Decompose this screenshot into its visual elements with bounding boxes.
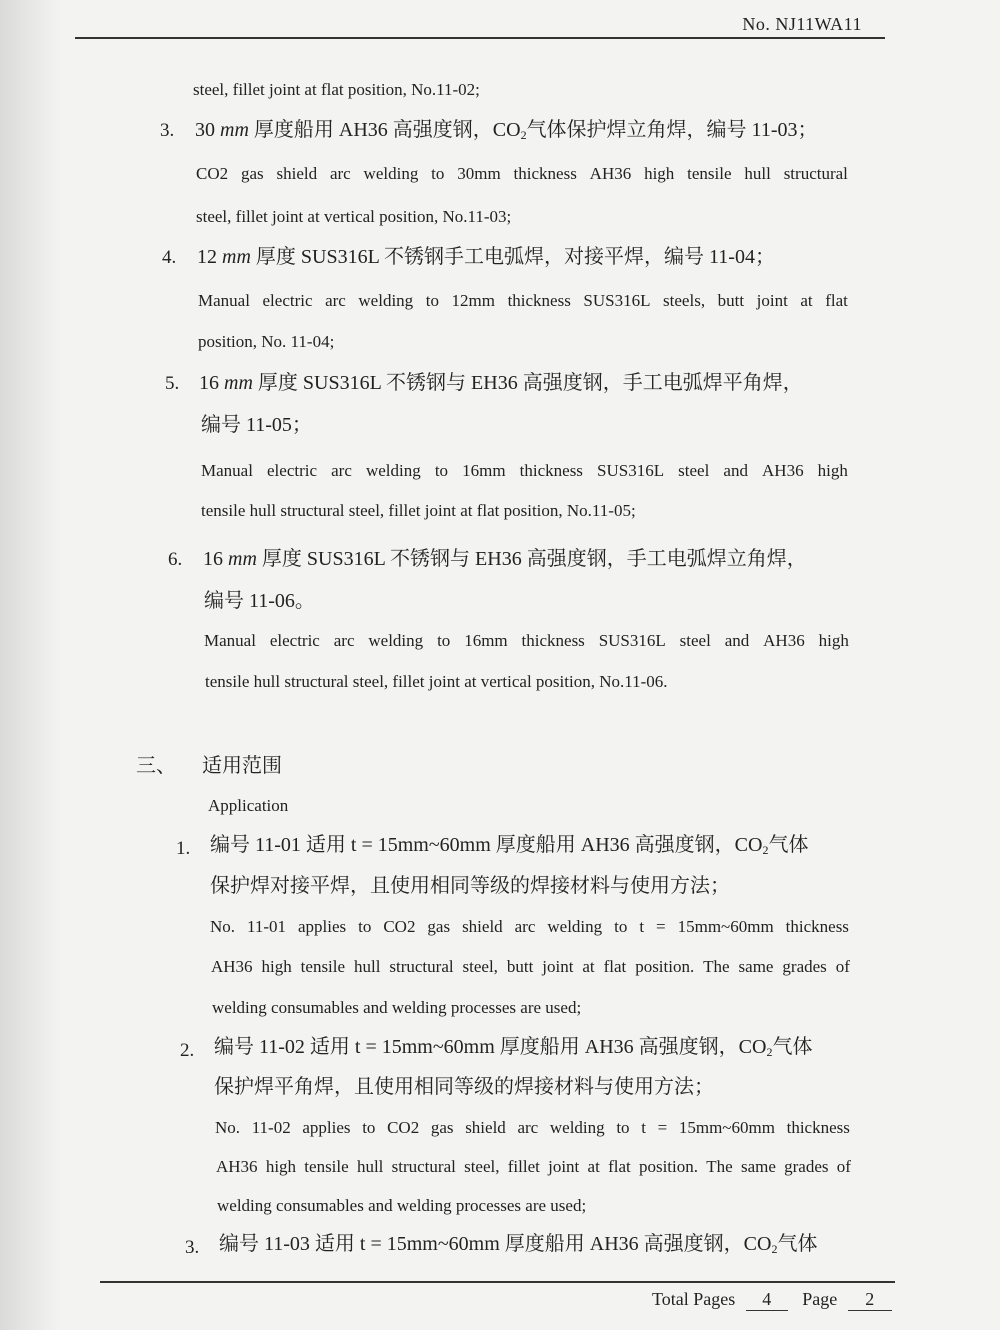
- item-english-line: tensile hull structural steel, fillet joint at flat position, No.11-05;: [201, 501, 636, 520]
- app-english-line: [215, 1119, 850, 1136]
- word: electric: [269, 631, 320, 650]
- word: grades: [784, 1157, 829, 1176]
- word: to: [437, 631, 451, 650]
- word: No.: [210, 917, 236, 936]
- item-english-line: [201, 462, 848, 479]
- word: joint: [548, 1157, 580, 1176]
- word: t: [641, 1118, 646, 1137]
- app-number: 1.: [176, 838, 191, 859]
- word: high: [817, 461, 848, 480]
- word: high: [818, 631, 849, 650]
- item-number: 3.: [160, 120, 175, 141]
- item-number: 5.: [165, 373, 180, 394]
- word: to: [362, 1118, 376, 1137]
- word: same: [740, 1157, 776, 1176]
- word: welding: [365, 461, 421, 480]
- word: joint: [756, 291, 788, 310]
- word: welding: [358, 291, 414, 310]
- item-english-line: steel, fillet joint at vertical position, No.11-03;: [196, 207, 512, 226]
- app-english-line: [210, 918, 849, 935]
- word: gas: [430, 1118, 454, 1137]
- page-footer: [652, 1289, 892, 1311]
- word: AH36: [762, 461, 804, 480]
- app-chinese-line2: 保护焊平角焊，且使用相同等级的焊接材料与使用方法；: [214, 1076, 714, 1098]
- item-chinese-line2: 编号 11-06。: [204, 590, 315, 612]
- word: AH36: [211, 957, 253, 976]
- word: thickness: [521, 631, 585, 650]
- item-chinese-line2: 编号 11-05；: [201, 414, 312, 436]
- word: arc: [329, 164, 351, 183]
- word: hull: [356, 1157, 384, 1176]
- app-english-line: welding consumables and welding processes are used;: [212, 998, 582, 1017]
- word: grades: [782, 957, 827, 976]
- word: thickness: [785, 917, 849, 936]
- word: high: [261, 957, 292, 976]
- word: butt: [506, 957, 534, 976]
- word: 12mm: [451, 291, 495, 310]
- app-number: 2.: [180, 1040, 195, 1061]
- word: flat: [825, 291, 848, 310]
- word: 11-01: [247, 917, 287, 936]
- item-chinese-text: 12 mm 厚度 SUS316L 不锈钢手工电弧焊，对接平焊，编号 11-04；: [197, 246, 775, 268]
- word: structural: [783, 164, 848, 183]
- word: butt: [717, 291, 745, 310]
- word: arc: [333, 631, 355, 650]
- word: Manual: [204, 631, 256, 650]
- word: to: [434, 461, 449, 480]
- word: 11-02: [251, 1118, 291, 1137]
- item-english-line: [204, 632, 849, 649]
- item-chinese-text: 16 mm 厚度 SUS316L 不锈钢与 EH36 高强度钢，手工电弧焊立角焊，: [203, 548, 807, 570]
- word: arc: [325, 291, 346, 310]
- word: steel,: [462, 957, 498, 976]
- word: to: [425, 291, 439, 310]
- word: welding: [549, 1118, 605, 1137]
- word: to: [431, 164, 445, 183]
- word: steels,: [663, 291, 706, 310]
- word: fillet: [507, 1157, 540, 1176]
- word: high: [265, 1157, 297, 1176]
- word: joint: [542, 957, 574, 976]
- word: 16mm: [462, 461, 506, 480]
- word: high: [644, 164, 675, 183]
- word: 16mm: [464, 631, 508, 650]
- word: steel: [679, 631, 711, 650]
- word: position.: [638, 1157, 699, 1176]
- section-title-cn: 适用范围: [202, 755, 282, 777]
- item-english-line: [196, 165, 848, 182]
- total-pages-label: Total Pages: [652, 1289, 736, 1309]
- word: applies: [298, 917, 347, 936]
- word: The: [706, 1157, 733, 1176]
- word: flat: [608, 1157, 631, 1176]
- word: arc: [517, 1118, 539, 1137]
- word: of: [836, 1157, 851, 1176]
- word: 15mm~60mm: [678, 1118, 775, 1137]
- word: CO2: [383, 917, 416, 936]
- word: shield: [276, 164, 318, 183]
- word: gas: [427, 917, 451, 936]
- word: =: [657, 1118, 668, 1137]
- word: =: [656, 917, 666, 936]
- word: 30mm: [457, 164, 501, 183]
- word: arc: [514, 917, 536, 936]
- word: electric: [262, 291, 313, 310]
- footer-rule: [100, 1281, 895, 1283]
- continuation-line: steel, fillet joint at flat position, No.11-02;: [193, 80, 480, 99]
- word: thickness: [786, 1118, 850, 1137]
- item-english-line: tensile hull structural steel, fillet joint at vertical position, No.11-06.: [205, 672, 668, 691]
- word: of: [835, 957, 850, 976]
- app-chinese-line1: 编号 11-01 适用 t = 15mm~60mm 厚度船用 AH36 高强度钢，$CO_2$气体: [210, 834, 809, 857]
- item-number: 6.: [168, 549, 183, 570]
- word: AH36: [763, 631, 805, 650]
- word: CO2: [387, 1118, 420, 1137]
- word: to: [616, 1118, 630, 1137]
- word: structural: [391, 1157, 456, 1176]
- app-chinese-line1: 编号 11-02 适用 t = 15mm~60mm 厚度船用 AH36 高强度钢，$CO_2$气体: [214, 1036, 813, 1059]
- word: CO2: [196, 164, 229, 183]
- word: position.: [635, 957, 695, 976]
- word: electric: [267, 461, 318, 480]
- word: structural: [389, 957, 454, 976]
- word: No.: [215, 1118, 241, 1137]
- word: at: [582, 957, 595, 976]
- word: thickness: [519, 461, 583, 480]
- page-label: Page: [802, 1289, 838, 1309]
- section-number: 三、: [136, 755, 176, 777]
- header-rule: [75, 37, 885, 39]
- word: hull: [354, 957, 381, 976]
- word: SUS316L: [583, 291, 651, 310]
- word: t: [639, 917, 645, 936]
- word: and: [723, 461, 748, 480]
- word: and: [724, 631, 750, 650]
- word: tensile: [300, 957, 346, 976]
- word: AH36: [216, 1157, 258, 1176]
- word: welding: [368, 631, 424, 650]
- word: 15mm~60mm: [677, 917, 774, 936]
- word: Manual: [201, 461, 253, 480]
- word: arc: [331, 461, 352, 480]
- word: SUS316L: [597, 461, 665, 480]
- word: SUS316L: [598, 631, 666, 650]
- page-shadow: [0, 0, 60, 1330]
- word: applies: [302, 1118, 351, 1137]
- item-chinese-text: 16 mm 厚度 SUS316L 不锈钢与 EH36 高强度钢，手工电弧焊平角焊，: [199, 372, 803, 394]
- word: shield: [465, 1118, 506, 1137]
- app-number: 3.: [185, 1237, 200, 1258]
- word: hull: [744, 164, 771, 183]
- word: to: [614, 917, 628, 936]
- app-english-line: [211, 958, 850, 975]
- word: flat: [603, 957, 627, 976]
- word: Manual: [198, 291, 250, 310]
- word: same: [738, 957, 774, 976]
- item-number: 4.: [162, 247, 177, 268]
- total-pages-value: 4: [746, 1289, 788, 1311]
- page-number-value: 2: [848, 1289, 892, 1311]
- app-english-line: welding consumables and welding processes are used;: [217, 1196, 587, 1215]
- word: steel,: [464, 1157, 500, 1176]
- item-english-line: [198, 292, 848, 309]
- word: shield: [462, 917, 503, 936]
- word: at: [800, 291, 813, 310]
- word: AH36: [589, 164, 632, 183]
- word: thickness: [507, 291, 571, 310]
- app-chinese-line2: 保护焊对接平焊，且使用相同等级的焊接材料与使用方法；: [210, 875, 730, 897]
- app-chinese-line1: 编号 11-03 适用 t = 15mm~60mm 厚度船用 AH36 高强度钢，$CO_2$气体: [219, 1233, 818, 1256]
- document-number: No. NJ11WA11: [742, 14, 862, 34]
- word: The: [703, 957, 730, 976]
- word: thickness: [513, 164, 577, 183]
- app-english-line: [216, 1158, 851, 1175]
- section-title-en: Application: [208, 796, 289, 815]
- word: at: [587, 1157, 600, 1176]
- word: steel: [678, 461, 710, 480]
- item-chinese-text: 30 mm 厚度船用 AH36 高强度钢，$CO_2$气体保护焊立角焊，编号 11-03；: [195, 119, 818, 142]
- word: welding: [547, 917, 603, 936]
- item-english-line: position, No. 11-04;: [198, 332, 335, 351]
- word: to: [358, 917, 372, 936]
- word: gas: [240, 164, 264, 183]
- word: tensile: [687, 164, 732, 183]
- word: tensile: [304, 1157, 349, 1176]
- word: welding: [363, 164, 419, 183]
